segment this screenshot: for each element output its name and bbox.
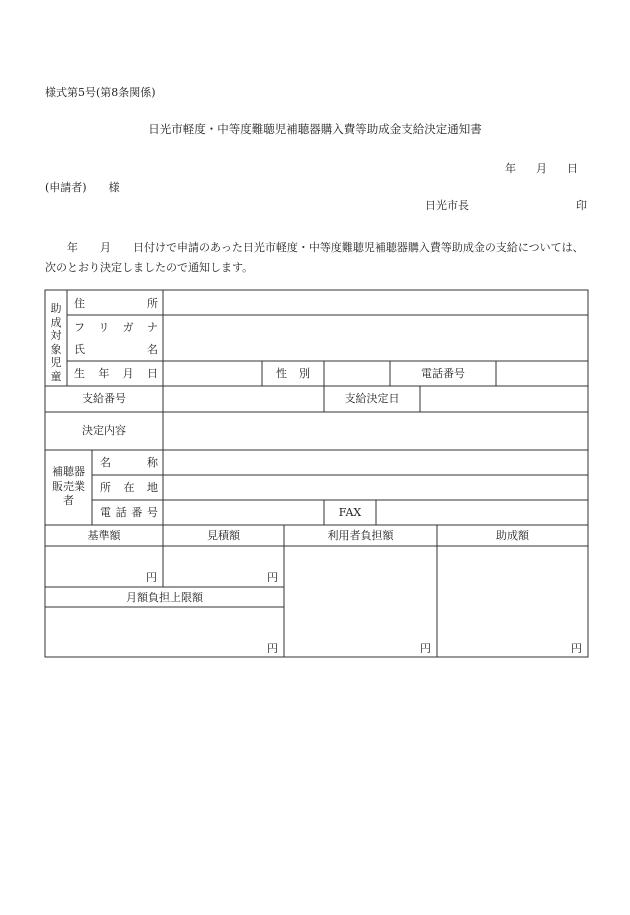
child-group-label-char: 助 [50,302,62,315]
form-number: 様式第5号(第8条関係) [45,86,156,99]
vendor-location-label-char: 所 [100,481,111,494]
name-label-char: 名 [147,343,158,356]
birthdate-label-char: 年 [98,367,110,380]
child-group-label-char: 象 [50,342,62,356]
monthly-limit-yen: 円 [267,642,278,655]
sex-label-char: 別 [299,367,310,380]
sex-label-char: 性 [276,367,287,380]
vendor-location-label-char: 地 [147,481,158,494]
address-label-char: 所 [147,297,158,310]
applicant-honorific: 様 [108,181,120,194]
vendor-name-label-char: 名 [100,456,111,469]
payment-decision-date-label: 支給決定日 [344,392,400,405]
subsidy-label: 助成額 [496,529,529,542]
address-label-char: 住 [74,297,85,310]
child-group-label-char: 童 [50,369,62,383]
furigana-label-char: フ [74,321,85,334]
date-month-label: 月 [536,162,547,175]
furigana-label-char: ナ [147,321,158,334]
furigana-label-char: リ [98,321,110,334]
date-year-label: 年 [505,162,516,175]
vendor-phone-label-char: 話 [115,506,127,519]
child-group-label-char: 児 [50,356,62,369]
vendor-name-label-char: 称 [147,456,158,469]
seal-mark: 印 [576,199,587,212]
estimate-amount-yen: 円 [267,571,278,584]
vendor-group-label-char: 販売業 [52,479,85,493]
name-label-char: 氏 [74,343,85,356]
vendor-phone-label-char: 号 [147,506,158,519]
birthdate-label-char: 日 [147,367,158,380]
vendor-phone-label-char: 電 [100,506,111,519]
subsidy-yen: 円 [571,642,582,655]
vendor-location-label-char: 在 [123,481,135,494]
standard-amount-label: 基準額 [87,529,121,542]
vendor-group-label-char: 補聴器 [52,465,85,478]
child-group-label-char: 対 [50,329,62,342]
monthly-limit-label: 月額負担上限額 [126,591,203,604]
user-burden-yen: 円 [420,642,431,655]
date-day-label: 日 [567,162,578,175]
vendor-phone-label-char: 番 [131,506,143,519]
fax-label: FAX [338,506,362,519]
applicant-label: (申請者) [45,181,87,194]
notice-body: 年 月 日付けで申請のあった日光市軽度・中等度難聴児補聴器購入費等助成金の支給については、次のとおり決定しましたので通知します。 [45,241,584,274]
birthdate-label-char: 生 [74,367,85,380]
user-burden-label: 利用者負担額 [327,529,394,542]
document-title: 日光市軽度・中等度難聴児補聴器購入費等助成金支給決定通知書 [148,122,482,136]
birthdate-label-char: 月 [122,367,134,380]
estimate-amount-label: 見積額 [207,529,240,542]
vendor-group-label-char: 者 [63,494,74,507]
standard-amount-yen: 円 [146,571,157,584]
child-group-label-char: 成 [50,315,62,329]
furigana-label-char: ガ [122,321,134,334]
payment-number-label: 支給番号 [82,392,126,405]
phone-label: 電話番号 [421,367,465,380]
decision-content-label: 決定内容 [82,424,126,437]
issuer-name: 日光市長 [425,199,469,212]
